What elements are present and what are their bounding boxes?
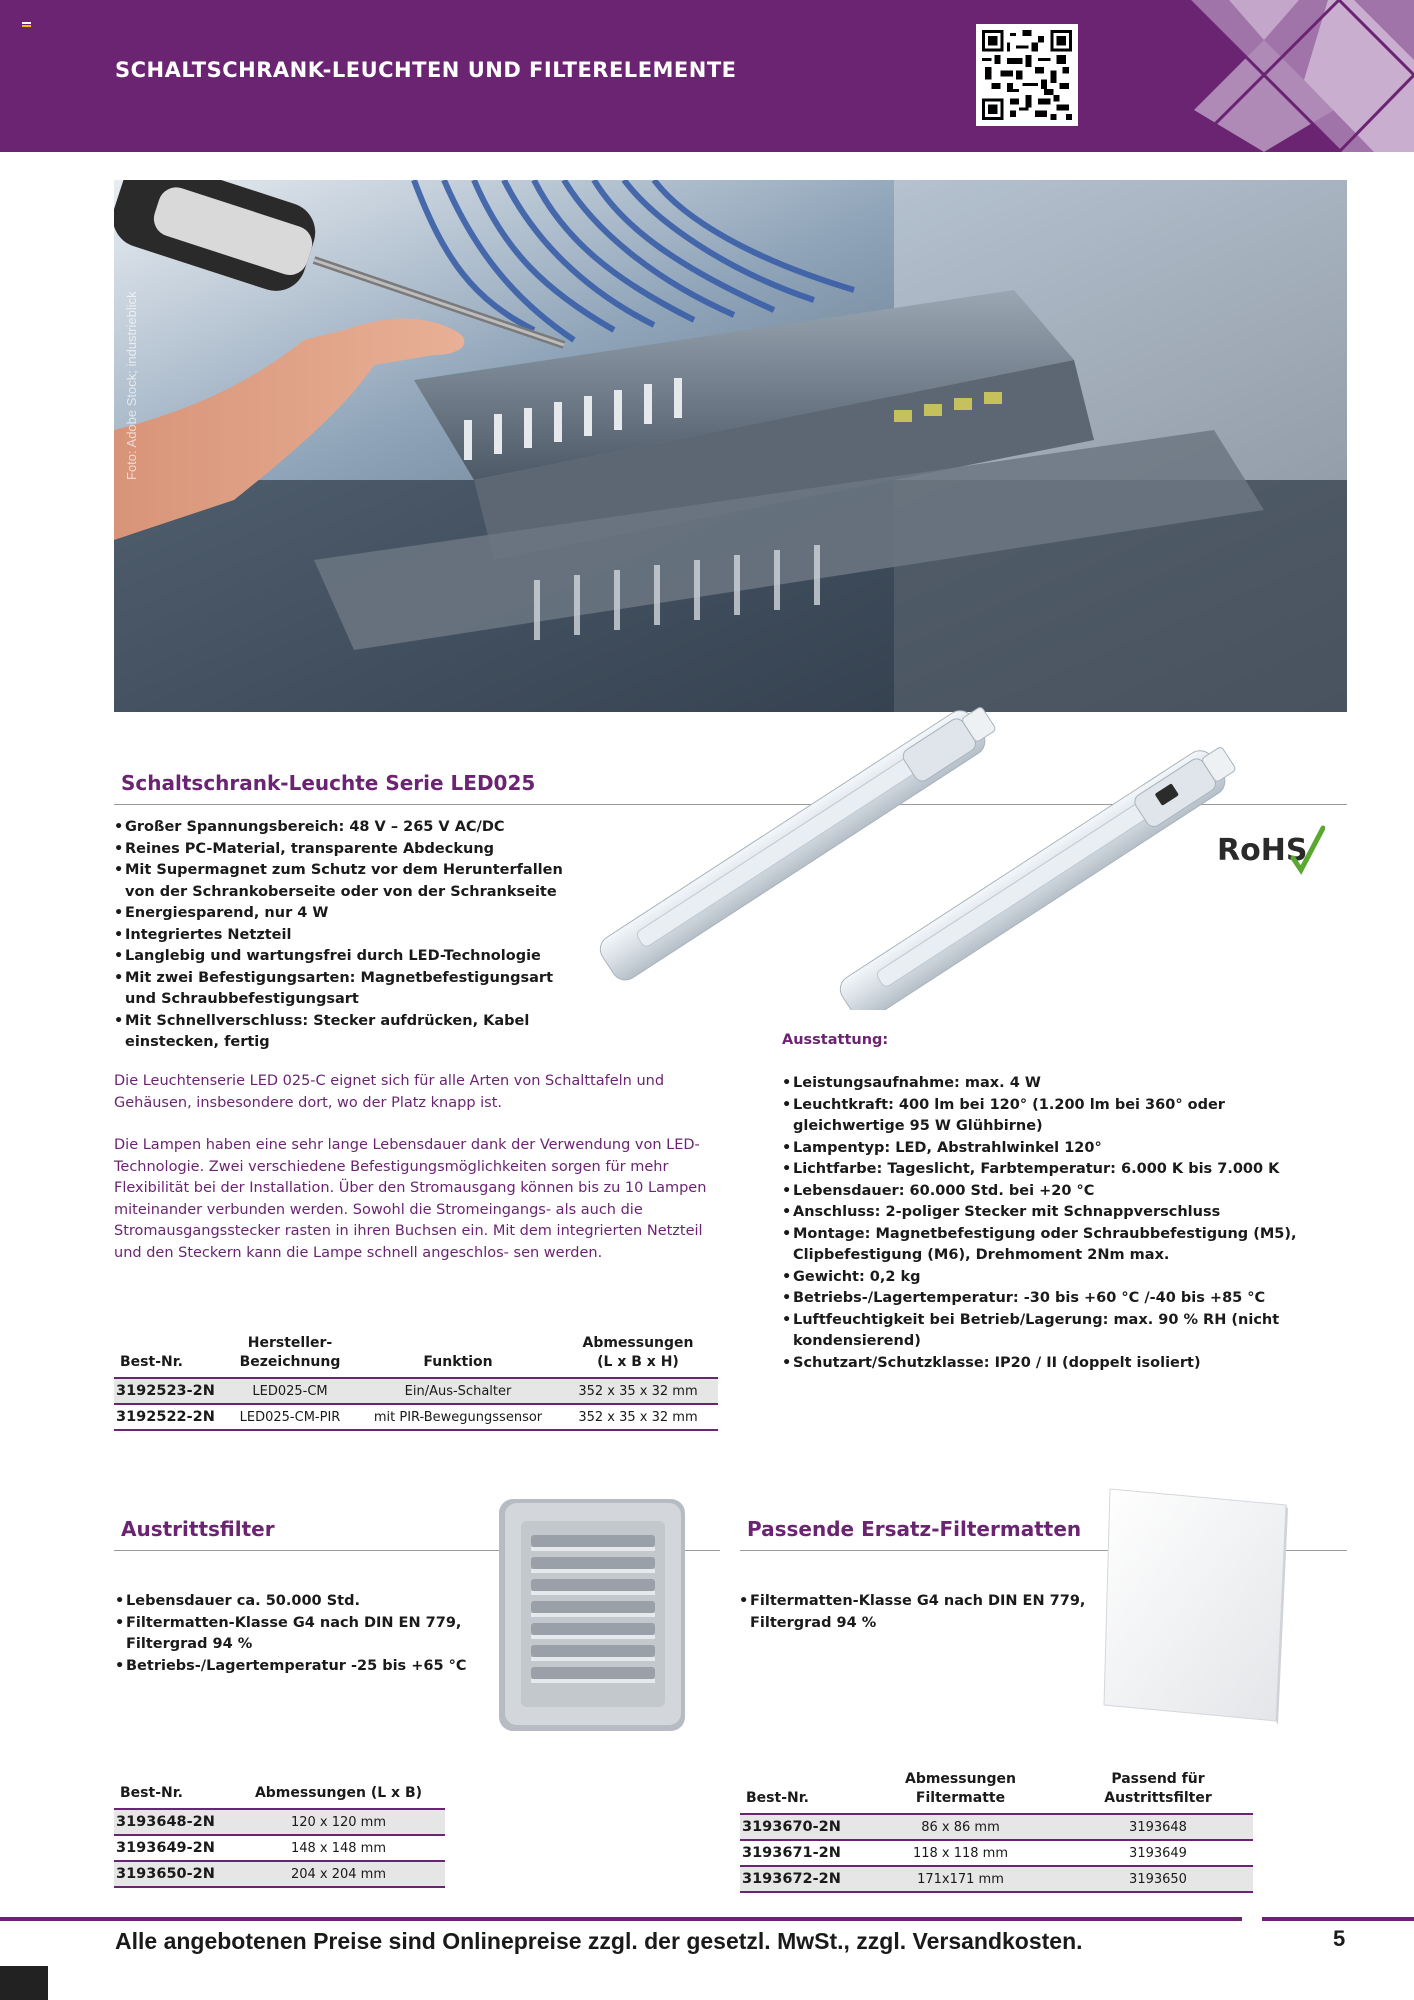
list-item: • Betriebs-/Lagertemperatur: -30 bis +60 °C /-40 bis +85 °C [782,1288,1302,1310]
list-item: • Lebensdauer: 60.000 Std. bei +20 °C [782,1181,1302,1203]
table-cell: 3192523-2N [114,1378,222,1404]
list-item: • Lebensdauer ca. 50.000 Std. [115,1591,475,1613]
table-cell: 3193649 [1063,1840,1253,1866]
footer-rule-short [1262,1917,1414,1921]
list-item: • Reines PC-Material, transparente Abdeckung [114,839,564,861]
table-cell: 3193670-2N [740,1814,858,1840]
page-header [0,0,1414,152]
table-row [114,1378,718,1404]
table-header: Hersteller- Bezeichnung [222,1334,358,1378]
list-item: • Filtermatten-Klasse G4 nach DIN EN 779, Filtergrad 94 % [115,1613,475,1656]
list-item: • Großer Spannungsbereich: 48 V – 265 V AC/DC [114,817,564,839]
exhaust-filter-product-image [495,1495,690,1735]
table-cell: Ein/Aus-Schalter [358,1378,558,1404]
table-header-row [114,1334,718,1378]
table-header-row [114,1784,445,1809]
table-header: Funktion [358,1334,558,1378]
page-title: SCHALTSCHRANK-LEUCHTEN UND FILTERELEMENTE [115,58,737,82]
list-item: • Lichtfarbe: Tageslicht, Farbtemperatur: 6.000 K bis 7.000 K [782,1159,1302,1181]
footer-rule [0,1917,1242,1921]
table-cell: LED025-CM-PIR [222,1404,358,1430]
table-row [114,1809,445,1835]
table-cell: 352 x 35 x 32 mm [558,1404,718,1430]
table-row [740,1814,1253,1840]
list-item: • Mit zwei Befestigungsarten: Magnetbefestigungsart und Schraubbefestigungsart [114,968,564,1011]
table-cell: 120 x 120 mm [232,1809,445,1835]
page-number: 5 [1333,1926,1346,1951]
list-item: • Leistungsaufnahme: max. 4 W [782,1073,1302,1095]
ersatz-feature-list [739,1591,1099,1634]
list-item: • Mit Schnellverschluss: Stecker aufdrücken, Kabel einstecken, fertig [114,1011,564,1054]
table-cell: 204 x 204 mm [232,1861,445,1887]
table-header: Passend für Austrittsfilter [1063,1770,1253,1814]
table-row [740,1866,1253,1892]
table-row [114,1861,445,1887]
table-header: Best-Nr. [740,1770,858,1814]
list-item: • Leuchtkraft: 400 lm bei 120° (1.200 lm bei 360° oder gleichwertige 95 W Glühbirne) [782,1095,1302,1138]
photo-credit: Foto: Adobe Stock; industrieblick [124,291,139,480]
ersatz-order-table [740,1770,1253,1893]
led-section-title: Schaltschrank-Leuchte Serie LED025 [121,771,536,795]
table-cell: 3192522-2N [114,1404,222,1430]
table-cell: 3193649-2N [114,1835,232,1861]
table-header-row [740,1770,1253,1814]
austritt-feature-list [115,1591,475,1677]
control-cabinet-photo-illustration [114,180,1347,712]
footer-price-note: Alle angebotenen Preise sind Onlinepreise zzgl. der gesetzl. MwSt., zzgl. Versandkosten. [115,1928,1083,1954]
rohs-logo [1215,822,1325,878]
led-description-1: Die Leuchtenserie LED 025-C eignet sich für alle Arten von Schalttafeln und Gehäusen, insbesondere dort, wo der Platz knapp ist. [114,1073,665,1111]
table-header: Best-Nr. [114,1784,232,1809]
table-cell: LED025-CM [222,1378,358,1404]
table-row [114,1404,718,1430]
filter-mat-product-image [1100,1483,1290,1728]
table-header: Abmessungen (L x B x H) [558,1334,718,1378]
table-cell: 118 x 118 mm [858,1840,1063,1866]
table-header: Best-Nr. [114,1334,222,1378]
table-header: Abmessungen Filtermatte [858,1770,1063,1814]
list-item: • Mit Supermagnet zum Schutz vor dem Herunterfallen von der Schrankoberseite oder von der Schrankseite [114,860,564,903]
table-header: Abmessungen (L x B) [232,1784,445,1809]
austritt-order-table [114,1784,445,1888]
led-description-2: Die Lampen haben eine sehr lange Lebensdauer dank der Verwendung von LED-Technologie. Zwei verschiedene Befestigungsmöglichkeiten sorgen für mehr Flexibilität bei der Installation. Über den Stromausgang können bis zu 10 Lampen miteinander verbunden werden. Sowohl die Stromeingangs- als auch die Stromausgangsstecker rasten in ihren Buchsen ein. Mit dem integrierten Netzteil und den Steckern kann die Lampe schnell angeschlos- sen werden. [114,1137,707,1261]
ausstattung-list [782,1073,1302,1374]
hero-photo [114,180,1347,712]
list-item: • Anschluss: 2-poliger Stecker mit Schnappverschluss [782,1202,1302,1224]
austritt-section-title: Austrittsfilter [121,1517,275,1541]
table-cell: 3193650 [1063,1866,1253,1892]
flag-icon [22,22,31,29]
list-item: • Gewicht: 0,2 kg [782,1267,1302,1289]
table-cell: 3193671-2N [740,1840,858,1866]
list-item: • Montage: Magnetbefestigung oder Schraubbefestigung (M5), Clipbefestigung (M6), Drehmoment 2Nm max. [782,1224,1302,1267]
table-cell: 352 x 35 x 32 mm [558,1378,718,1404]
led-feature-list [114,817,564,1054]
table-cell: 171x171 mm [858,1866,1063,1892]
list-item: • Filtermatten-Klasse G4 nach DIN EN 779, Filtergrad 94 % [739,1591,1099,1634]
ausstattung-title: Ausstattung: [782,1032,889,1048]
table-row [740,1840,1253,1866]
table-cell: 86 x 86 mm [858,1814,1063,1840]
diamond-pattern-icon [1114,0,1414,152]
led-order-table [114,1334,718,1431]
list-item: • Schutzart/Schutzklasse: IP20 / II (doppelt isoliert) [782,1353,1302,1375]
qr-code-icon[interactable] [976,24,1078,126]
list-item: • Langlebig und wartungsfrei durch LED-Technologie [114,946,564,968]
list-item: • Integriertes Netzteil [114,925,564,947]
ersatz-section-title: Passende Ersatz-Filtermatten [747,1517,1082,1541]
list-item: • Energiesparend, nur 4 W [114,903,564,925]
table-row [114,1835,445,1861]
table-cell: 3193650-2N [114,1861,232,1887]
table-cell: 148 x 148 mm [232,1835,445,1861]
led-lamp-product-image [585,655,1295,1010]
list-item: • Betriebs-/Lagertemperatur -25 bis +65 °C [115,1656,475,1678]
list-item: • Lampentyp: LED, Abstrahlwinkel 120° [782,1138,1302,1160]
table-cell: 3193648 [1063,1814,1253,1840]
table-cell: 3193648-2N [114,1809,232,1835]
rohs-label: RoHS [1217,833,1308,868]
corner-block [0,1966,48,2000]
table-cell: 3193672-2N [740,1866,858,1892]
table-cell: mit PIR-Bewegungssensor [358,1404,558,1430]
list-item: • Luftfeuchtigkeit bei Betrieb/Lagerung: max. 90 % RH (nicht kondensierend) [782,1310,1302,1353]
